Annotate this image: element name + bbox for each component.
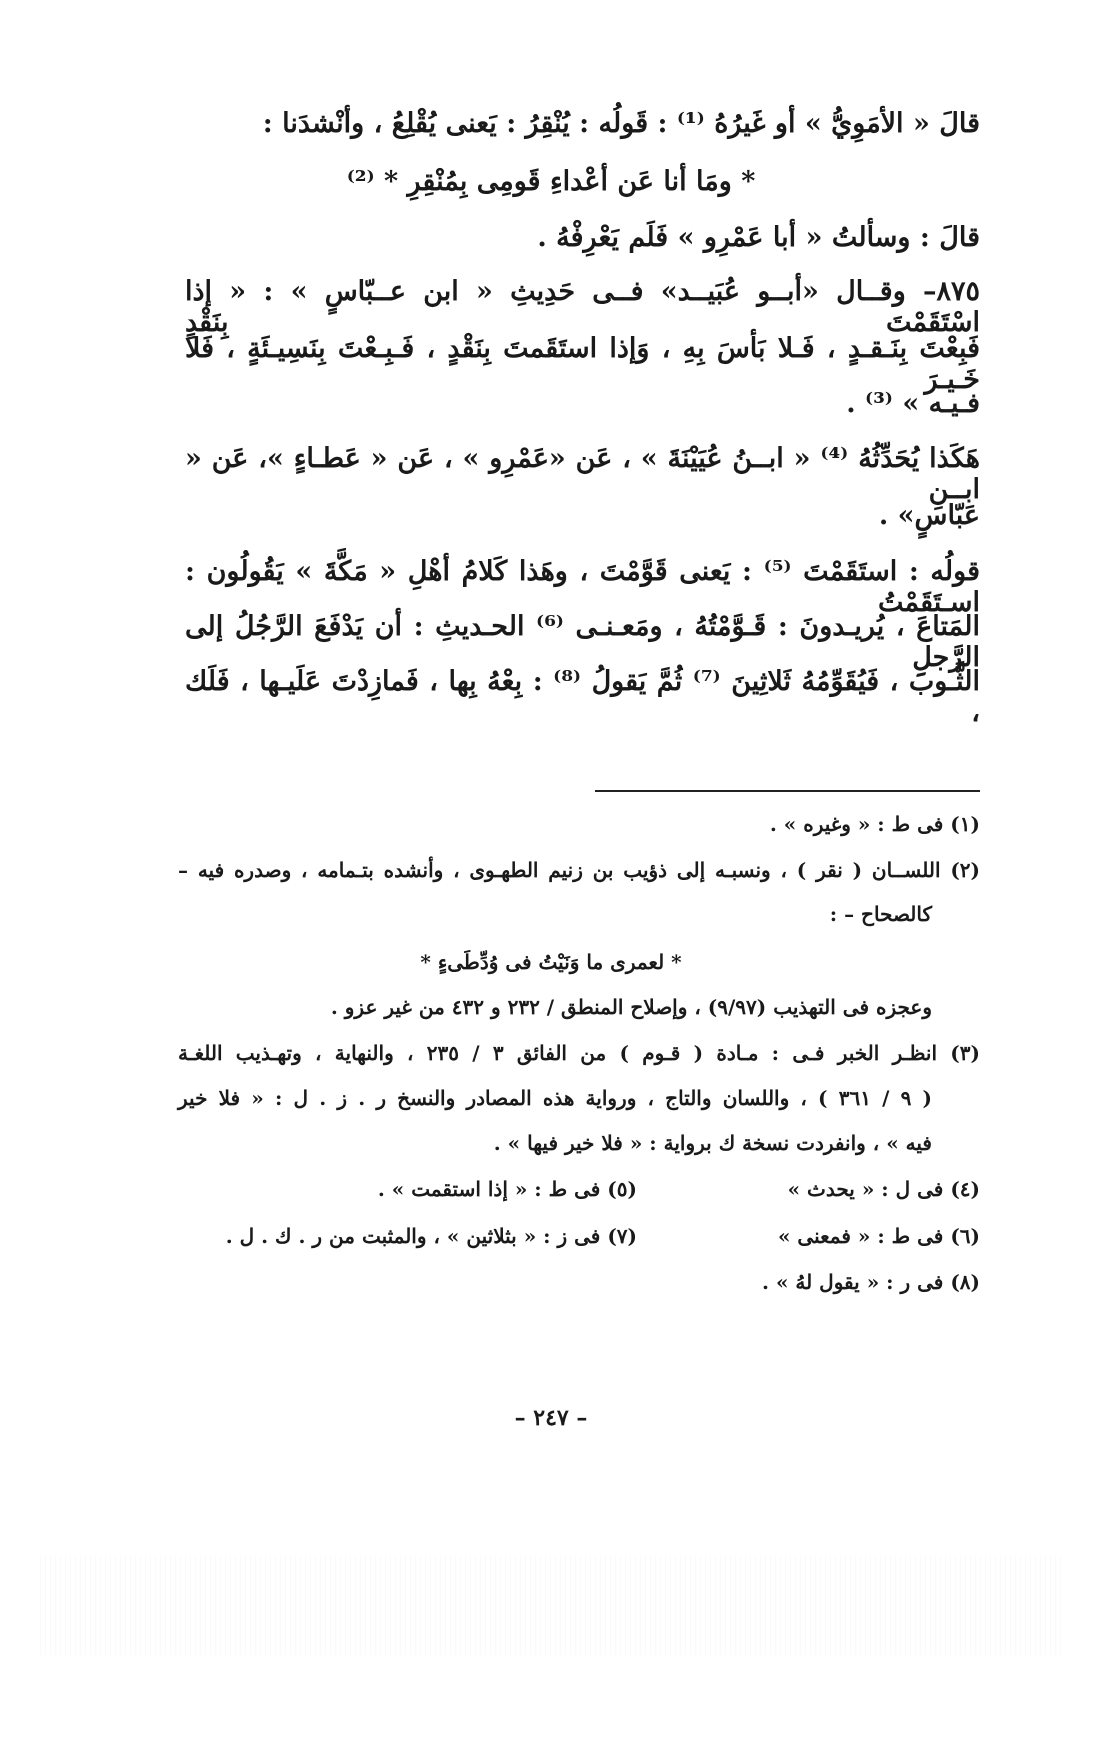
page-number: – ٢٤٧ –	[514, 1405, 588, 1431]
main-line-10: المَتاعَ ، يُريـدونَ : قَـوَّمْتُهُ ، ومَعـنـى ⁽⁶⁾ الحـديثِ : أن يَدْفَعَ الرَّجُلُ إلى الرَّجلِ	[185, 611, 980, 673]
main-line-5: فَبِعْتَ بِنَـقـدٍ ، فَـلا بَأسَ بِهِ ، وَإذا استَقَمتَ بِنَقْدٍ ، فَـبِـعْتَ بِنَسِيـئَةٍ ، فَلا خَـيـرَ	[185, 333, 980, 395]
footnote-3-line-2: ( ٩ / ٣٦١ ) ، واللسان والتاج ، ورواية هذه المصادر والنسخ ر . ز . ل : « فلا خير	[178, 1086, 932, 1110]
main-line-9: قولُه : استَقَمْتَ ⁽⁵⁾ : يَعنى قَوَّمْتَ ، وهَذا كَلامُ أهْلِ « مَكَّةَ » يَقُولُون : اسـتَقَمْتُ	[185, 556, 980, 618]
footnote-2-verse: * لعمرى ما وَنَيْتُ فى وُدِّطَىءٍ *	[420, 950, 682, 974]
footnote-3-line-3: فيه » ، وانفردت نسخة ك برواية : « فلا خير فيها » .	[493, 1131, 932, 1155]
footnote-6: (٦) فى ط : « فمعنى »	[777, 1224, 980, 1248]
footnote-3-line-1: (٣) انظـر الخبر فـى : مـادة ( قـوم ) من الفائق ٣ / ٢٣٥ ، والنهاية ، وتهـذيب اللغـة	[178, 1041, 980, 1065]
footnote-8: (٨) فى ر : « يقول لهُ » .	[762, 1270, 980, 1294]
main-line-11: الثَّـوبَ ، فَيُقَوِّمُهُ ثَلاثِينَ ⁽⁷⁾ ثُمَّ يَقولُ ⁽⁸⁾ : بِعْهُ بِها ، فَمازِدْتَ عَلَيـها ، فَلَك ،	[185, 666, 980, 728]
verse-line: * ومَا أنا عَن أعْداءِ قَومِى بِمُنْقِرِ * ⁽²⁾	[346, 166, 756, 197]
footnote-7: (٧) فى ز : « بثلاثين » ، والمثبت من ر . ك . ل .	[225, 1224, 637, 1248]
main-line-8: عَبّاسٍ» .	[878, 500, 980, 531]
footnote-2-line-2: كالصحاح – :	[829, 902, 932, 926]
footnote-4: (٤) فى ل : « يحدث »	[787, 1177, 980, 1201]
main-line-1: قالَ « الأمَوِيُّ » أو غَيرُهُ ⁽¹⁾ : قَولُه : يُنْقِرُ : يَعنى يُقْلِعُ ، وأنْشدَنا :	[262, 108, 980, 139]
main-line-7: هَكَذا يُحَدِّثُهُ ⁽⁴⁾ « ابــنُ عُيَيْنَةَ » ، عَن «عَمْرِو » ، عَن « عَطـاءٍ »، عَن « ابــنِ	[185, 443, 980, 505]
footnote-2-line-3: وعجزه فى التهذيب (٩/٩٧) ، وإصلاح المنطق / ٢٣٢ و ٤٣٢ من غير عزو .	[330, 995, 932, 1019]
main-line-4: ٨٧٥– وقــال «أبــو عُبَيــد» فــى حَدِيثِ « ابن عــبّاسٍ » : « إذا اسْتَقَمْتَ بِنَقْدٍ	[185, 276, 980, 338]
footnote-separator	[595, 790, 980, 792]
scan-noise	[40, 1555, 1062, 1655]
footnote-5: (٥) فى ط : « إذا استقمت » .	[377, 1177, 637, 1201]
main-line-6: فـيـه » ⁽³⁾ .	[846, 388, 980, 419]
main-line-3: قالَ : وسألتُ « أبا عَمْرِو » فَلَم يَعْرِفْهُ .	[537, 222, 980, 253]
footnote-2-line-1: (٢) اللســان ( نقر ) ، ونسبـه إلى ذؤيب بن زنيم الطهـوى ، وأنشده بتـمامه ، وصدره فيه –	[178, 858, 980, 882]
footnote-1: (١) فى ط : « وغيره » .	[769, 812, 980, 836]
